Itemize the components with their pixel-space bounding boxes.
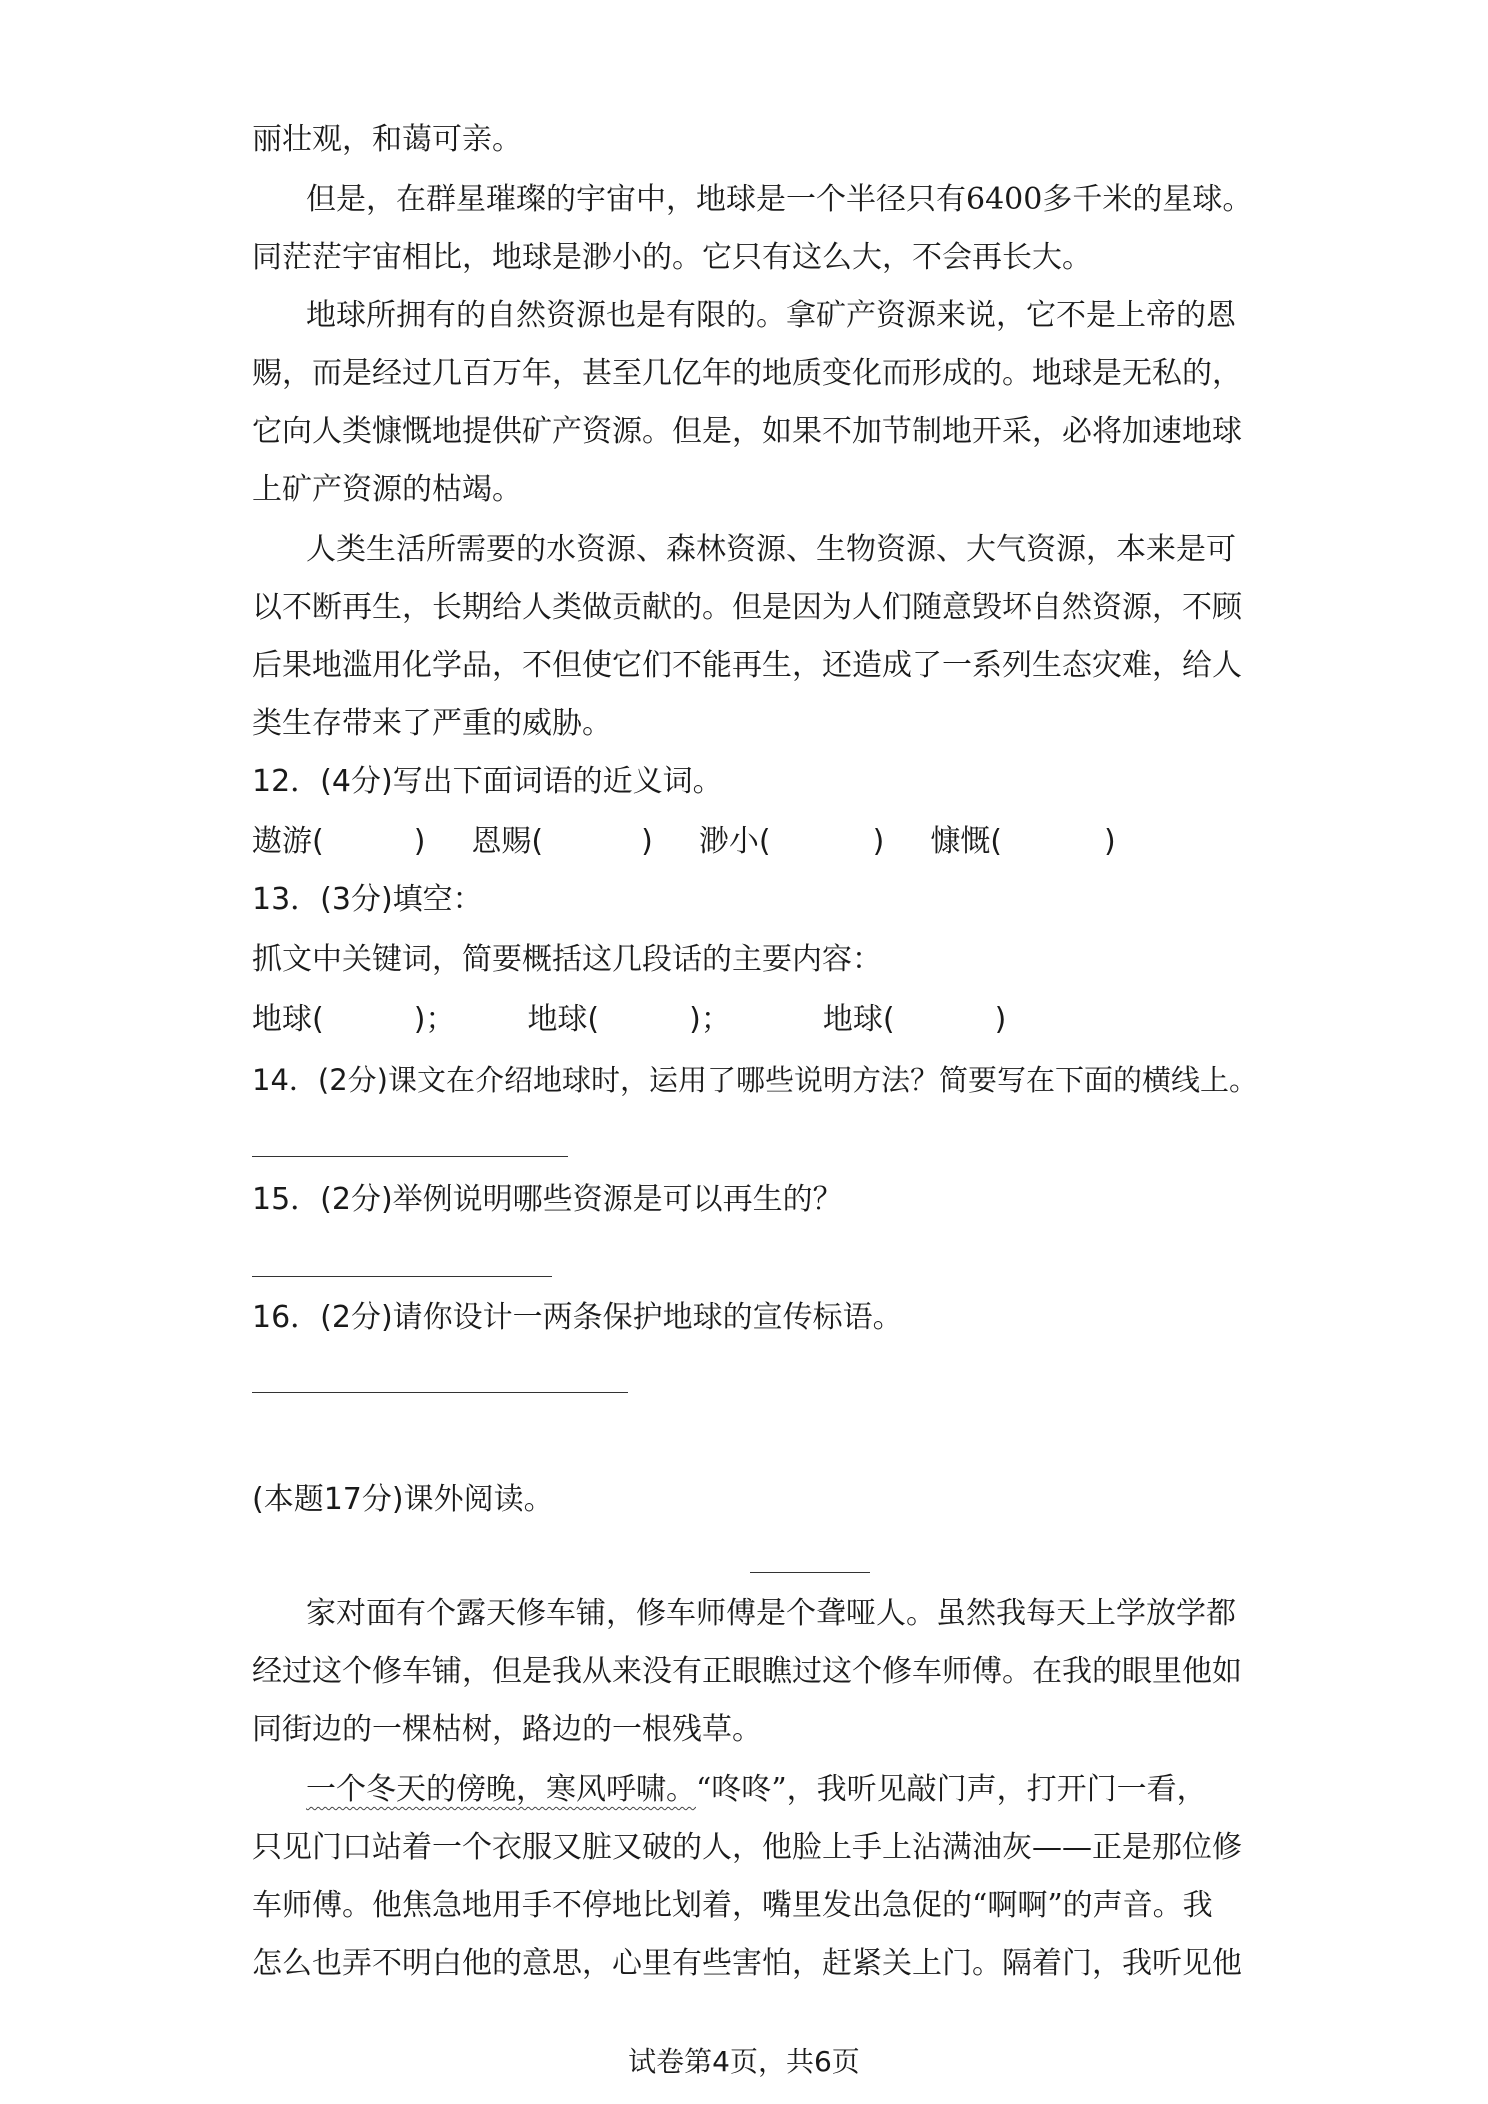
passage-line: 地球所拥有的自然资源也是有限的。拿矿产资源来说，它不是上帝的恩 bbox=[306, 298, 1236, 333]
question-13-instruction: 抓文中关键词，简要概括这几段话的主要内容： bbox=[252, 942, 882, 977]
story-line: 车师傅。他焦急地用手不停地比划着，嘴里发出急促的“啊啊”的声音。我 bbox=[252, 1888, 1213, 1923]
passage-line: 同茫茫宇宙相比，地球是渺小的。它只有这么大，不会再长大。 bbox=[252, 240, 1092, 275]
story-line bbox=[306, 1770, 1242, 1810]
synonym-close: ) bbox=[872, 824, 885, 859]
synonym-close: ) bbox=[641, 824, 653, 859]
synonym-blank[interactable] bbox=[543, 822, 641, 862]
summary-label: 地球( bbox=[252, 1002, 324, 1037]
story-text: “咚咚”，我听见敲门声，打开门一看， bbox=[696, 1772, 1207, 1807]
synonym-word: 遨游( bbox=[252, 824, 324, 859]
summary-blank[interactable] bbox=[324, 1000, 414, 1040]
story-line: 只见门口站着一个衣服又脏又破的人，他脸上手上沾满油灰——正是那位修 bbox=[252, 1830, 1242, 1865]
summary-blank[interactable] bbox=[599, 1000, 689, 1040]
passage-line: 它向人类慷慨地提供矿产资源。但是，如果不加节制地开采，必将加速地球 bbox=[252, 414, 1242, 449]
synonym-word: 渺小( bbox=[698, 824, 771, 859]
synonym-close: ) bbox=[1104, 824, 1116, 859]
passage-line: 上矿产资源的枯竭。 bbox=[252, 472, 522, 507]
page-footer: 试卷第4页，共6页 bbox=[628, 2045, 860, 2078]
story-line: 怎么也弄不明白他的意思，心里有些害怕，赶紧关上门。隔着门，我听见他 bbox=[252, 1946, 1242, 1981]
passage-line: 后果地滥用化学品，不但使它们不能再生，还造成了一系列生态灾难，给人 bbox=[252, 648, 1242, 683]
summary-blank[interactable] bbox=[895, 1000, 995, 1040]
question-15: 15．(2分)举例说明哪些资源是可以再生的？ bbox=[252, 1182, 843, 1217]
summary-close: )； bbox=[413, 1002, 456, 1037]
question-16: 16．(2分)请你设计一两条保护地球的宣传标语。 bbox=[252, 1300, 903, 1335]
story-line: 经过这个修车铺，但是我从来没有正眼瞧过这个修车师傅。在我的眼里他如 bbox=[252, 1654, 1242, 1689]
passage-line: 以不断再生，长期给人类做贡献的。但是因为人们随意毁坏自然资源，不顾 bbox=[252, 590, 1242, 625]
story-line: 家对面有个露天修车铺，修车师傅是个聋哑人。虽然我每天上学放学都 bbox=[306, 1596, 1236, 1631]
question-12: 12．(4分)写出下面词语的近义词。 bbox=[252, 764, 723, 799]
story-line: 同街边的一棵枯树，路边的一根残草。 bbox=[252, 1712, 762, 1747]
summary-label: 地球( bbox=[822, 1002, 895, 1037]
passage-line: 人类生活所需要的水资源、森林资源、生物资源、大气资源，本来是可 bbox=[306, 532, 1236, 567]
synonym-row bbox=[252, 822, 1242, 862]
question-14: 14．(2分)课文在介绍地球时，运用了哪些说明方法？简要写在下面的横线上。 bbox=[252, 1063, 1258, 1097]
passage-line: 类生存带来了严重的威胁。 bbox=[252, 706, 612, 741]
synonym-blank[interactable] bbox=[771, 822, 873, 862]
synonym-close: ) bbox=[413, 824, 426, 859]
summary-close: ) bbox=[994, 1002, 1007, 1037]
answer-line-16[interactable] bbox=[252, 1392, 628, 1393]
synonym-blank[interactable] bbox=[1002, 822, 1104, 862]
summary-label: 地球( bbox=[527, 1002, 600, 1037]
passage-line: 赐，而是经过几百万年，甚至几亿年的地质变化而形成的。地球是无私的， bbox=[252, 356, 1242, 391]
answer-line-15[interactable] bbox=[252, 1276, 552, 1277]
summary-row bbox=[252, 1000, 1242, 1040]
summary-close: )； bbox=[689, 1002, 731, 1037]
wavy-underlined-sentence: 一个冬天的傍晚，寒风呼啸。 bbox=[306, 1772, 696, 1807]
passage-line: 丽壮观，和蔼可亲。 bbox=[252, 122, 522, 157]
synonym-blank[interactable] bbox=[324, 822, 414, 862]
passage-line: 但是，在群星璀璨的宇宙中，地球是一个半径只有6400多千米的星球。 bbox=[306, 182, 1253, 217]
synonym-word: 慷慨( bbox=[930, 824, 1003, 859]
story-title-blank[interactable] bbox=[750, 1572, 870, 1573]
question-13: 13．(3分)填空： bbox=[252, 882, 483, 917]
answer-line-14[interactable] bbox=[252, 1156, 568, 1157]
section-heading: (本题17分)课外阅读。 bbox=[252, 1482, 554, 1517]
synonym-word: 恩赐( bbox=[471, 824, 544, 859]
